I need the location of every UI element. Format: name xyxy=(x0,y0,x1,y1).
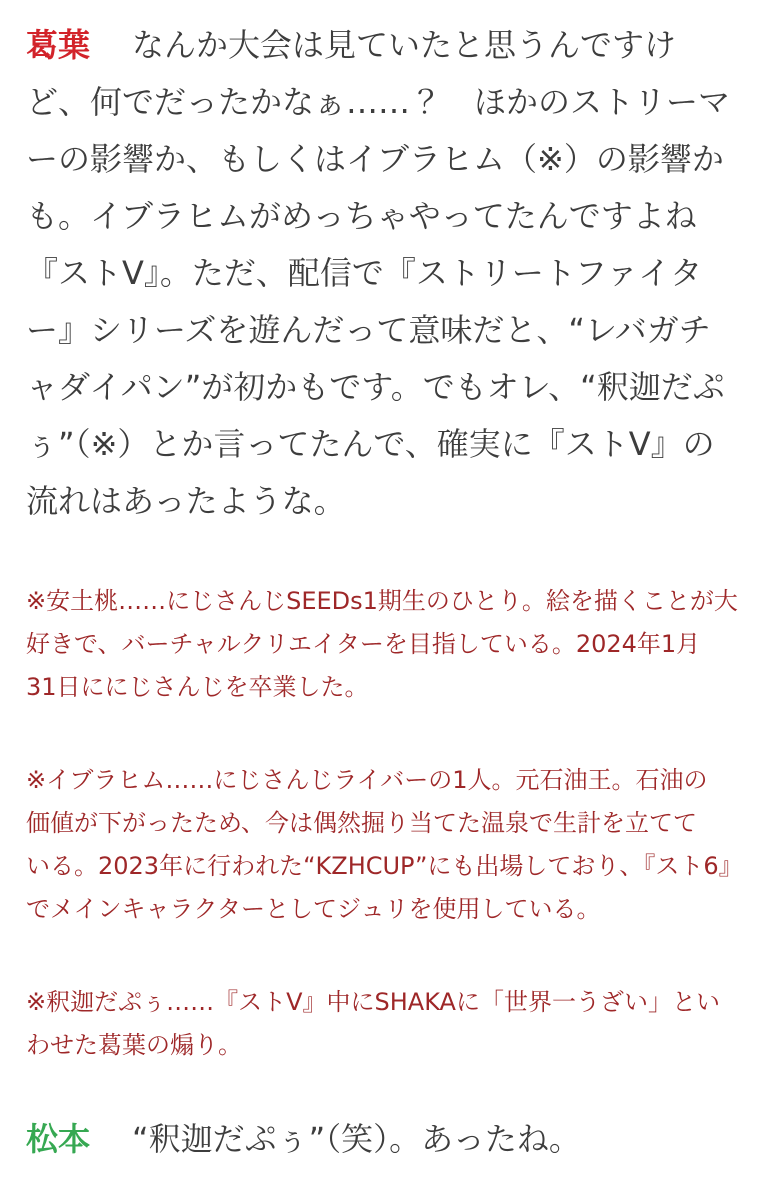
dialogue-line-text: なんか大会は見ていたと思うんですけ xyxy=(132,26,677,64)
footnote-line: ※安土桃……にじさんじSEEDs1期生のひとり。絵を描くことが大 xyxy=(26,587,738,615)
footnote-line: ※イブラヒム……にじさんじライバーの1人。元石油王。石油の xyxy=(26,766,708,794)
footnote-azuchi-momo xyxy=(26,580,738,709)
footnote-line: 好きで、バーチャルクリエイターを目指している。2024年1月 xyxy=(26,630,701,658)
footnote-line: わせた葛葉の煽り。 xyxy=(26,1031,242,1059)
dialogue-line: も。イブラヒムがめっちゃやってたんですよね xyxy=(26,197,697,235)
footnote-line: 31日ににじさんじを卒業した。 xyxy=(26,673,369,701)
dialogue-line-text: “釈迦だぷぅ”（笑）。あったね。 xyxy=(132,1120,581,1158)
dialogue-line: ど、何でだったかなぁ……？ ほかのストリーマ xyxy=(26,83,731,121)
dialogue-kuzuha xyxy=(26,17,735,530)
dialogue-line: 『ストV』。ただ、配信で『ストリートファイタ xyxy=(26,254,703,292)
speaker-name-matsumoto: 松本 xyxy=(26,1120,91,1158)
footnote-line: でメインキャラクターとしてジュリを使用している。 xyxy=(26,895,601,923)
dialogue-line: 流れはあったような。 xyxy=(26,482,346,520)
dialogue-line: ャダイパン”が初かもです。でもオレ、“釈迦だぷ xyxy=(26,368,725,406)
footnote-line: ※釈迦だぷぅ……『ストV』中にSHAKAに「世界一うざい」とい xyxy=(26,988,720,1016)
speaker-name-kuzuha: 葛葉 xyxy=(26,26,91,64)
dialogue-line: ぅ”（※）とか言ってたんで、確実に『ストV』の xyxy=(26,425,715,463)
footnote-ibrahim xyxy=(26,759,743,931)
dialogue-line xyxy=(26,1111,735,1168)
dialogue-line xyxy=(26,17,735,74)
footnote-line: いる。2023年に行われた“KZHCUP”にも出場しており、『スト6』 xyxy=(26,852,743,880)
footnote-line: 価値が下がったため、今は偶然掘り当てた温泉で生計を立てて xyxy=(26,809,698,837)
dialogue-line: ーの影響か、もしくはイブラヒム（※）の影響か xyxy=(26,140,724,178)
dialogue-line: ー』シリーズを遊んだって意味だと、“レバガチ xyxy=(26,311,711,349)
footnote-shaka-dapuu xyxy=(26,981,735,1067)
dialogue-matsumoto xyxy=(26,1111,735,1168)
